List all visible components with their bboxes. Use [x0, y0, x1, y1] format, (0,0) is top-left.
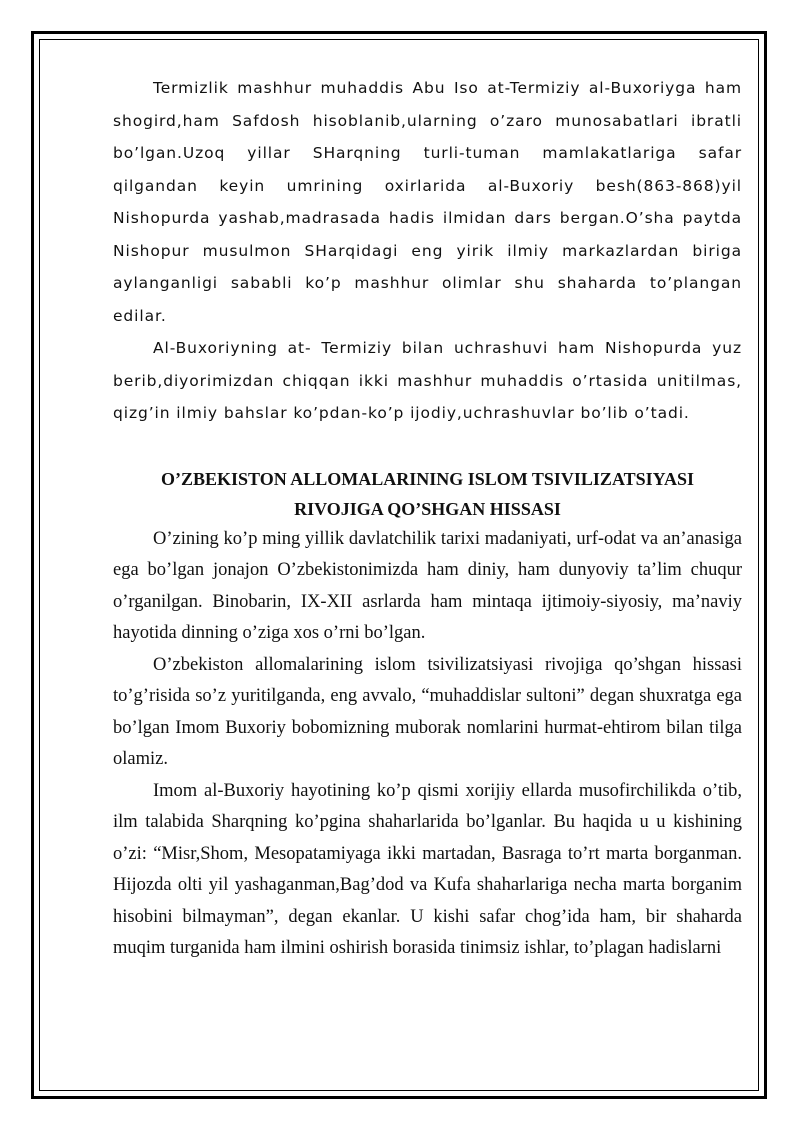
- paragraph-imom-buxoriy: O’zbekiston allomalarining islom tsivilizatsiyasi rivojiga qo’shgan hissasi to’g’risida so’z yuritilganda, eng avvalo, “muhaddislar sultoni” degan shuxratga ega bo’lgan Imom Buxoriy bobomizning muborak nomlarini hurmat-ehtirom bilan tilga olamiz.: [113, 654, 742, 769]
- section-heading-line-2: RIVOJIGA QO’SHGAN HISSASI: [294, 498, 561, 519]
- paragraph-nishopur-meeting: Al-Buxoriyning at- Termiziy bilan uchrashuvi ham Nishopurda yuz berib,diyorimizdan chiqqan ikki mashhur muhaddis o’rtasida unitilmas, qizg’in ilmiy bahslar ko’pdan-ko’p ijodiy,uchrashuvlar bo’lib o’tadi.: [113, 339, 742, 422]
- section-heading-line-1: O’ZBEKISTON ALLOMALARINING ISLOM TSIVILIZATSIYASI: [160, 468, 694, 489]
- paragraph-termiziy: Termizlik mashhur muhaddis Abu Iso at-Termiziy al-Buxoriyga ham shogird,ham Safdosh hisoblanib,ularning o’zaro munosabatlari ibratli bo’lgan.Uzoq yillar SHarqning turli-tuman mamlakatlariga safar qilgandan keyin umrining oxirlarida al-Buxoriy besh(863-868)yil Nishopurda yashab,madrasada hadis ilmidan dars bergan.O’sha paytda Nishopur musulmon SHarqidagi eng yirik ilmiy markazlardan biriga aylanganligi sababli ko’p mashhur olimlar shu shaharda to’plangan edilar.: [113, 79, 742, 325]
- section-heading: [113, 464, 742, 524]
- paragraph-statehood: O’zining ko’p ming yillik davlatchilik tarixi madaniyati, urf-odat va an’anasiga ega bo’lgan jonajon O’zbekistonimizda ham diniy, ham dunyoviy ta’lim chuqur o’rganilgan. Binobarin, IX-XII asrlarda ham mintaqa ijtimoiy-siyosiy, ma’naviy hayotida dinning o’ziga xos o’rni bo’lgan.: [113, 528, 742, 643]
- paragraph-travels: Imom al-Buxoriy hayotining ko’p qismi xorijiy ellarda musofirchilikda o’tib, ilm talabida Sharqning ko’pgina shaharlarida bo’lganlar. Bu haqida u u kishining o’zi: “Misr,Shom, Mesopatamiyaga ikki martadan, Basraga to’rt marta borganman. Hijozda olti yil yashaganman,Bag’dod va Kufa shaharlariga necha marta borganim hisobini bilmayman”, degan ekanlar. U kishi safar chog’ida ham, bir shaharda muqim turganida ham ilmini oshirish borasida tinimsiz ishlar, to’plagan hadislarni: [113, 780, 742, 958]
- document-body: [113, 72, 742, 965]
